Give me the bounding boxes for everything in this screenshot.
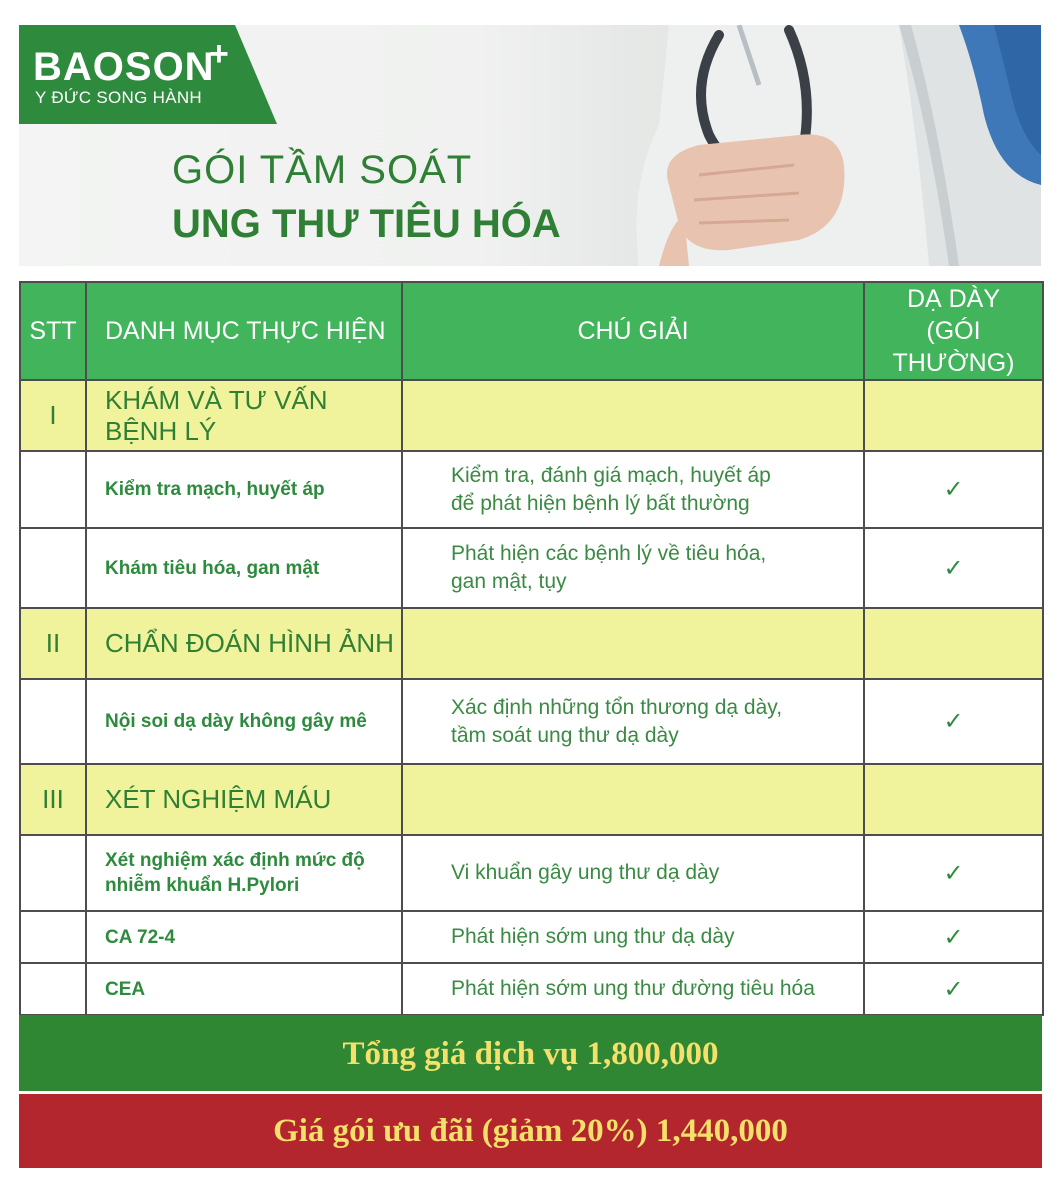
table-row — [20, 679, 1043, 764]
stt-cell — [20, 528, 86, 608]
service-table — [19, 281, 1044, 1016]
section-empty-cell — [864, 380, 1043, 451]
total-price-bar: Tổng giá dịch vụ 1,800,000 — [19, 1015, 1042, 1091]
stt-cell — [20, 835, 86, 911]
section-number: II — [20, 608, 86, 679]
item-note-line: để phát hiện bệnh lý bất thường — [451, 491, 750, 515]
item-name: Khám tiêu hóa, gan mật — [86, 528, 402, 608]
item-note: Phát hiện sớm ung thư dạ dày — [402, 911, 864, 963]
section-empty-cell — [402, 608, 864, 679]
check-icon: ✓ — [864, 679, 1043, 764]
doctor-stethoscope-illustration — [599, 25, 1041, 266]
stt-cell — [20, 963, 86, 1015]
item-note — [402, 451, 864, 528]
item-name: CEA — [86, 963, 402, 1015]
table-row — [20, 835, 1043, 911]
item-name — [86, 835, 402, 911]
section-name: KHÁM VÀ TƯ VẤN BỆNH LÝ — [86, 380, 402, 451]
stt-cell — [20, 451, 86, 528]
section-row — [20, 608, 1043, 679]
check-icon: ✓ — [864, 528, 1043, 608]
section-number: III — [20, 764, 86, 835]
item-name: Kiểm tra mạch, huyết áp — [86, 451, 402, 528]
section-number: I — [20, 380, 86, 451]
item-note — [402, 528, 864, 608]
section-row — [20, 764, 1043, 835]
item-note-line: gan mật, tụy — [451, 570, 567, 593]
item-name: Nội soi dạ dày không gây mê — [86, 679, 402, 764]
header-category: DANH MỤC THỰC HIỆN — [86, 282, 402, 380]
item-name-line: Xét nghiệm xác định mức độ — [105, 850, 365, 871]
item-name: CA 72-4 — [86, 911, 402, 963]
table-row — [20, 911, 1043, 963]
header-package — [864, 282, 1043, 380]
header-stt: STT — [20, 282, 86, 380]
check-icon: ✓ — [864, 911, 1043, 963]
item-note — [402, 679, 864, 764]
section-name: CHẨN ĐOÁN HÌNH ẢNH — [86, 608, 402, 679]
table-row — [20, 528, 1043, 608]
section-empty-cell — [402, 380, 864, 451]
promo-price-bar: Giá gói ưu đãi (giảm 20%) 1,440,000 — [19, 1094, 1042, 1168]
stt-cell — [20, 911, 86, 963]
check-icon: ✓ — [864, 963, 1043, 1015]
page-title-line1: GÓI TẦM SOÁT — [172, 148, 473, 192]
item-note-line: Kiểm tra, đánh giá mạch, huyết áp — [451, 463, 771, 487]
brand-logo-text: BAOSON — [33, 45, 215, 89]
check-icon: ✓ — [864, 451, 1043, 528]
item-note: Vi khuẩn gây ung thư dạ dày — [402, 835, 864, 911]
item-name-line: nhiễm khuẩn H.Pylori — [105, 875, 300, 896]
table-header-row — [20, 282, 1043, 380]
stt-cell — [20, 679, 86, 764]
section-empty-cell — [864, 764, 1043, 835]
brand-tagline: Y ĐỨC SONG HÀNH — [35, 88, 203, 107]
check-icon: ✓ — [864, 835, 1043, 911]
item-note-line: Phát hiện các bệnh lý về tiêu hóa, — [451, 542, 767, 565]
brand-plus-icon: + — [209, 35, 229, 73]
header-banner — [19, 25, 1041, 266]
section-row — [20, 380, 1043, 451]
header-package-line2: (GÓI THƯỜNG) — [892, 317, 1015, 377]
table-row — [20, 451, 1043, 528]
item-note: Phát hiện sớm ung thư đường tiêu hóa — [402, 963, 864, 1015]
section-empty-cell — [864, 608, 1043, 679]
page-title-line2: UNG THƯ TIÊU HÓA — [172, 202, 561, 246]
section-name: XÉT NGHIỆM MÁU — [86, 764, 402, 835]
item-note-line: Xác định những tổn thương dạ dày, — [451, 695, 783, 719]
section-empty-cell — [402, 764, 864, 835]
table-row — [20, 963, 1043, 1015]
item-note-line: tầm soát ung thư dạ dày — [451, 723, 679, 747]
header-package-line1: DẠ DÀY — [906, 285, 1001, 313]
header-note: CHÚ GIẢI — [402, 282, 864, 380]
